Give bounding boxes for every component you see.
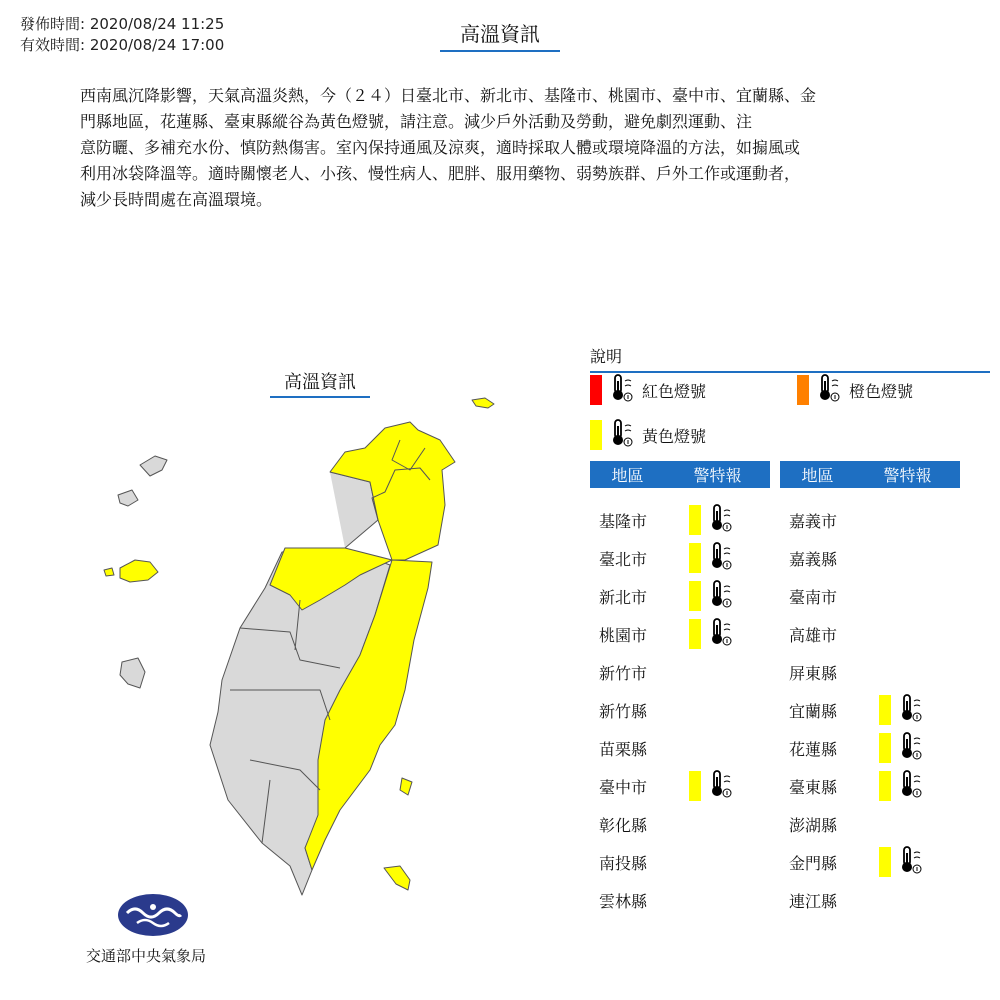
region-name: 臺北市 — [599, 549, 648, 569]
col-region: 地區 — [611, 466, 644, 485]
map-kinmen — [120, 560, 158, 582]
thermometer-icon — [707, 579, 735, 613]
table-row — [599, 810, 689, 838]
table-row — [789, 810, 879, 838]
thermometer-icon — [707, 617, 735, 651]
advisory-line: 利用冰袋降溫等。適時關懷老人、小孩、慢性病人、肥胖、服用藥物、弱勢族群、戶外工作或運動者， — [80, 164, 801, 183]
region-name: 新竹縣 — [599, 701, 648, 721]
table-header-left — [590, 461, 770, 488]
advisory-line: 門縣地區，花蓮縣、臺東縣縱谷為黃色燈號，請注意。減少戶外活動及勞動，避免劇烈運動、注 — [80, 112, 753, 131]
table-row — [789, 658, 879, 686]
region-name: 雲林縣 — [599, 891, 648, 911]
region-name: 新北市 — [599, 587, 648, 607]
agency-name: 交通部中央氣象局 — [86, 947, 207, 965]
region-name: 臺東縣 — [789, 777, 838, 797]
thermometer-icon — [897, 769, 925, 803]
table-row — [599, 696, 689, 724]
region-name: 新竹市 — [599, 663, 648, 683]
table-row — [599, 886, 689, 914]
table-row — [789, 848, 931, 876]
region-name: 基隆市 — [599, 511, 648, 531]
table-row — [789, 506, 879, 534]
region-name: 宜蘭縣 — [789, 701, 838, 721]
col-region: 地區 — [801, 466, 834, 485]
thermometer-icon — [897, 693, 925, 727]
col-warning: 警特報 — [693, 466, 742, 485]
legend-red — [590, 373, 706, 407]
thermometer-icon — [608, 418, 636, 452]
map-title: 高溫資訊 — [270, 368, 370, 398]
legend-red-label: 紅色燈號 — [642, 381, 707, 401]
thermometer-icon — [707, 541, 735, 575]
table-row — [789, 696, 931, 724]
legend-orange-label: 橙色燈號 — [849, 381, 914, 401]
table-header-right — [780, 461, 960, 488]
region-name: 嘉義市 — [789, 511, 838, 531]
valid-time: 有效時間: 2020/08/24 17:00 — [20, 36, 225, 54]
region-name: 金門縣 — [789, 853, 838, 873]
orange-swatch — [797, 375, 809, 405]
warning-indicator — [879, 693, 931, 727]
table-row — [789, 544, 879, 572]
table-row — [789, 734, 931, 762]
map-orchid-island — [384, 866, 410, 890]
map-kinmen-small — [104, 568, 114, 576]
advisory-text — [80, 83, 930, 213]
table-row — [789, 886, 879, 914]
region-name: 桃園市 — [599, 625, 648, 645]
yellow-swatch — [689, 543, 701, 573]
warning-indicator — [689, 541, 741, 575]
warning-indicator — [689, 579, 741, 613]
region-name: 臺南市 — [789, 587, 838, 607]
thermometer-icon — [897, 731, 925, 765]
yellow-swatch — [590, 420, 602, 450]
yellow-swatch — [689, 771, 701, 801]
taiwan-map — [95, 390, 505, 930]
table-row — [599, 506, 741, 534]
warning-indicator — [689, 769, 741, 803]
table-row — [789, 582, 879, 610]
table-row — [599, 734, 689, 762]
region-name: 澎湖縣 — [789, 815, 838, 835]
legend-title: 說明 — [590, 344, 990, 373]
warning-indicator — [689, 503, 741, 537]
table-row — [599, 544, 741, 572]
yellow-swatch — [879, 847, 891, 877]
region-name: 南投縣 — [599, 853, 648, 873]
thermometer-icon — [608, 373, 636, 407]
yellow-swatch — [689, 619, 701, 649]
warning-indicator — [879, 731, 931, 765]
page-title: 高溫資訊 — [440, 18, 560, 52]
legend-orange — [797, 373, 913, 407]
thermometer-icon — [815, 373, 843, 407]
yellow-swatch — [879, 771, 891, 801]
yellow-swatch — [689, 581, 701, 611]
region-name: 彰化縣 — [599, 815, 648, 835]
region-name: 臺中市 — [599, 777, 648, 797]
yellow-swatch — [689, 505, 701, 535]
thermometer-icon — [707, 503, 735, 537]
table-row — [599, 658, 689, 686]
legend-yellow — [590, 418, 706, 452]
table-row — [789, 772, 931, 800]
thermometer-icon — [707, 769, 735, 803]
region-name: 苗栗縣 — [599, 739, 648, 759]
region-name: 屏東縣 — [789, 663, 838, 683]
legend-yellow-label: 黃色燈號 — [642, 426, 707, 446]
region-name: 高雄市 — [789, 625, 838, 645]
col-warning: 警特報 — [883, 466, 932, 485]
region-name: 嘉義縣 — [789, 549, 838, 569]
timestamps — [20, 14, 224, 56]
advisory-line: 西南風沉降影響，天氣高溫炎熱，今（２４）日臺北市、新北市、基隆市、桃園市、臺中市、宜蘭縣、金 — [80, 86, 817, 105]
map-pengjia — [472, 398, 494, 408]
table-row — [599, 620, 741, 648]
map-matsu-2 — [118, 490, 138, 506]
warning-indicator — [689, 617, 741, 651]
map-green-island — [400, 778, 412, 795]
cwb-logo — [117, 893, 189, 937]
issued-time: 發佈時間: 2020/08/24 11:25 — [20, 15, 225, 33]
yellow-swatch — [879, 695, 891, 725]
advisory-line: 減少長時間處在高溫環境。 — [80, 190, 273, 209]
warning-indicator — [879, 769, 931, 803]
thermometer-icon — [897, 845, 925, 879]
map-penghu — [120, 658, 145, 688]
table-row — [599, 772, 741, 800]
region-name: 花蓮縣 — [789, 739, 838, 759]
red-swatch — [590, 375, 602, 405]
warning-indicator — [879, 845, 931, 879]
advisory-line: 意防曬、多補充水份、慎防熱傷害。室內保持通風及涼爽，適時採取人體或環境降溫的方法，如搧風或 — [80, 138, 801, 157]
table-row — [599, 848, 689, 876]
table-row — [599, 582, 741, 610]
yellow-swatch — [879, 733, 891, 763]
table-row — [789, 620, 879, 648]
map-matsu — [140, 456, 167, 476]
region-name: 連江縣 — [789, 891, 838, 911]
